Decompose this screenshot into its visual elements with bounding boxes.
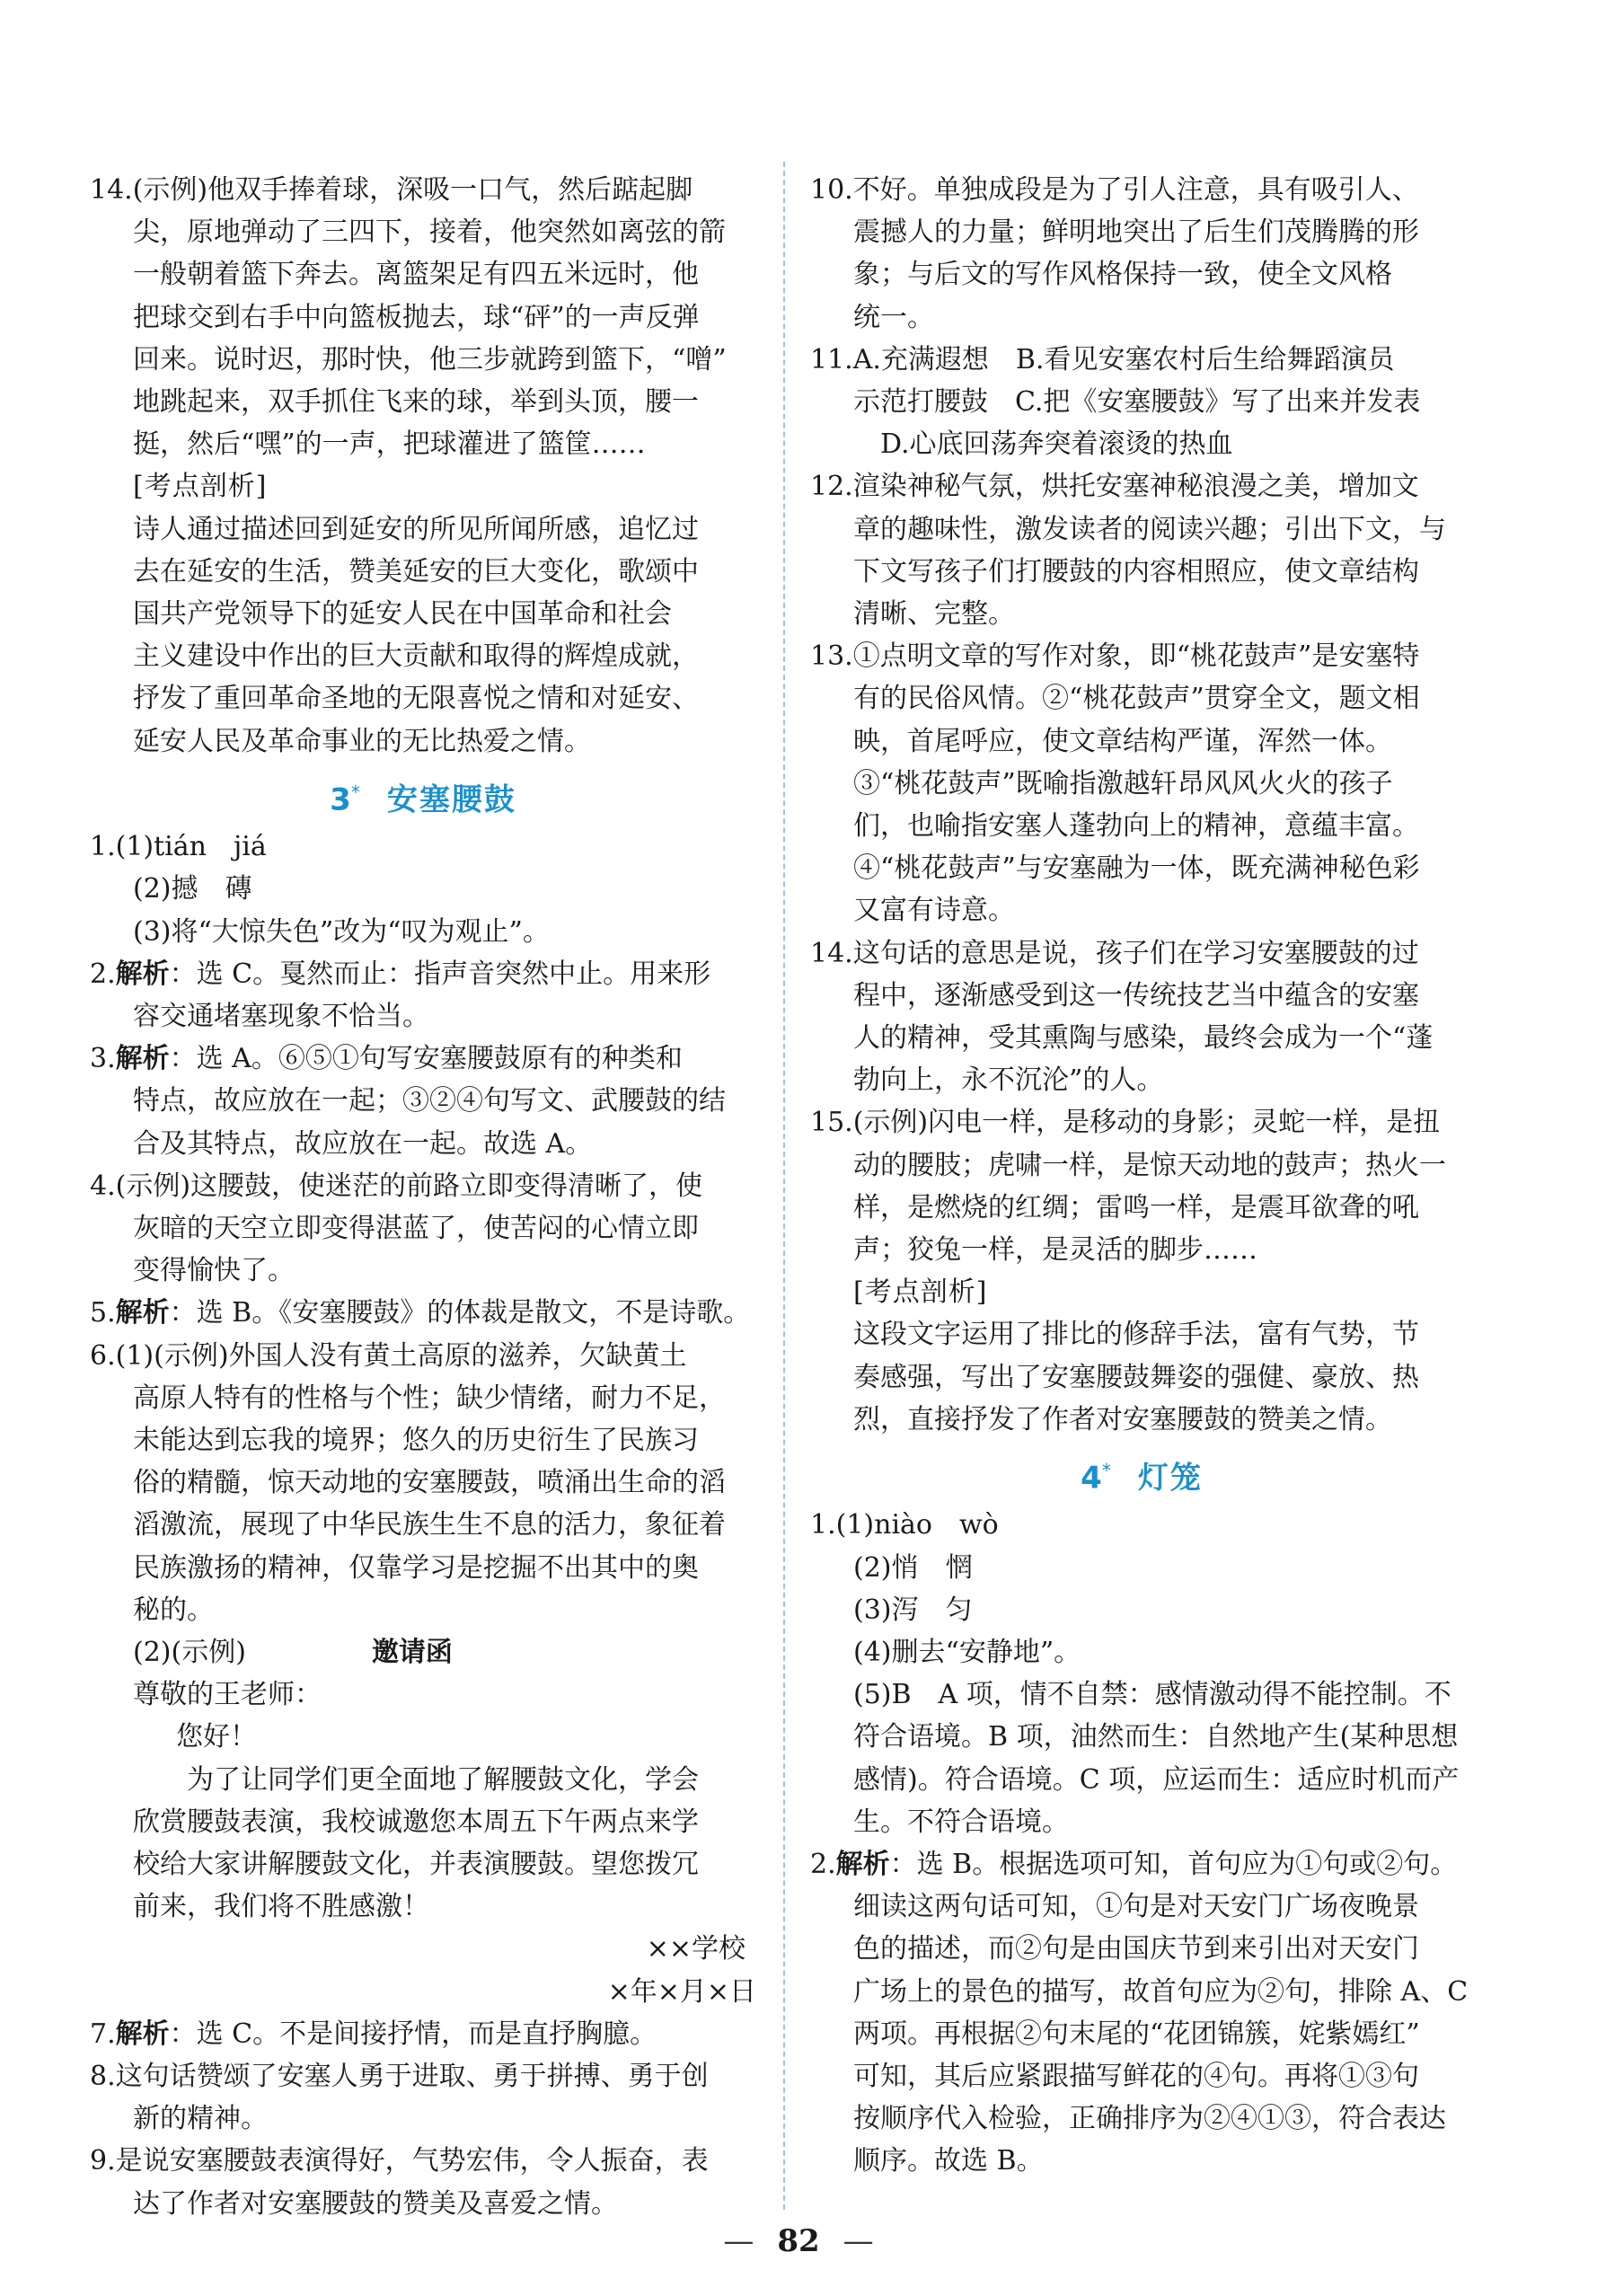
section-4-star: * [1101,1460,1111,1482]
s3-q13-line-5: 们，也喻指安塞人蓬勃向上的精神，意蕴丰富。 [853,810,1419,843]
s3-q8-line-2: 新的精神。 [133,2103,268,2135]
q14-line-2: 尖，原地弹动了三四下，接着，他突然如离弦的箭 [133,216,726,249]
q14-line-1: 14.(示例)他双手捧着球，深吸一口气，然后踮起脚 [90,174,693,206]
letter-body-2: 欣赏腰鼓表演，我校诚邀您本周五下午两点来学 [133,1806,699,1838]
s3-q11 [810,339,1473,466]
text: ：选 B。《安塞腰鼓》的体裁是散文，不是诗歌。 [169,1297,751,1329]
s3-q15-analysis-2: 奏感强，写出了安塞腰鼓舞姿的强健、豪放、热 [853,1361,1419,1393]
s3-q6-sub2 [90,1631,756,1673]
s3-q5 [90,1292,756,1334]
s3-q12-line-1: 12.渲染神秘气氛，烘托安塞神秘浪漫之美，增加文 [810,471,1419,503]
s3-q1 [90,826,756,953]
s3-q2 [90,953,756,1038]
s3-q14-line-2: 程中，逐渐感受到这一传统技艺当中蕴含的安塞 [853,979,1419,1011]
s3-q3-line-3: 合及其特点，故应放在一起。故选 A。 [133,1127,593,1160]
section-4-number: 4 [1081,1460,1102,1497]
page-number [0,2223,1597,2259]
s3-q11-line-3: D.心底回荡奔突着滚烫的热血 [880,428,1233,461]
q14-analysis-1: 诗人通过描述回到延安的所见所闻所感，追忆过 [133,513,699,545]
s4-q2-line-4: 广场上的景色的描写，故首句应为②句，排除 A、C [853,1975,1469,2008]
s3-q9-line-1: 9.是说安塞腰鼓表演得好，气势宏伟，令人振奋，表 [90,2145,709,2177]
q-label: 3. [90,1043,116,1075]
s3-q6-line-6: 民族激扬的精神，仅靠学习是挖掘不出其中的奥 [133,1551,699,1584]
s3-q12-line-4: 清晰、完整。 [853,598,1015,631]
s3-q12-line-3: 下文写孩子们打腰鼓的内容相照应，使文章结构 [853,555,1419,587]
sub2-label: (2)(示例) [133,1637,246,1669]
s3-q2-line-1 [90,953,756,995]
s3-q10-line-3: 象；与后文的写作风格保持一致，使全文风格 [853,259,1392,291]
s4-q1-line-7: 感情)。符合语境。C 项，应运而生：适应时机而产 [853,1763,1460,1796]
s3-q14-line-3: 人的精神，受其熏陶与感染，最终会成为一个“蓬 [853,1022,1434,1055]
s3-q15-line-1: 15.(示例)闪电一样，是移动的身影；灵蛇一样，是扭 [810,1107,1441,1139]
q-label: 2. [90,958,116,990]
s3-q3-line-1 [90,1038,756,1080]
s3-q15-analysis-1: 这段文字运用了排比的修辞手法，富有气势，节 [853,1319,1419,1351]
s3-q7-line-1 [90,2013,756,2055]
s3-q3 [90,1038,756,1165]
s4-q1 [810,1504,1473,1843]
s3-q14-line-1: 14.这句话的意思是说，孩子们在学习安塞腰鼓的过 [810,937,1419,969]
s3-q11-line-2: 示范打腰鼓 C.把《安塞腰鼓》写了出来并发表 [853,386,1421,419]
section-3-title: 安塞腰鼓 [386,782,516,818]
s4-q1-line-3: (3)泻 匀 [853,1594,973,1626]
dash-left: — [723,2223,754,2259]
s3-q2-line-2: 容交通堵塞现象不恰当。 [133,1000,429,1032]
analysis-label: 解析 [115,1043,170,1075]
s3-q6-line-1: 6.(1)(示例)外国人没有黄土高原的滋养，欠缺黄土 [90,1339,687,1372]
s3-q13-line-3: 映，首尾呼应，使文章结构严谨，浑然一体。 [853,725,1392,757]
text: ：选 C。不是间接抒情，而是直抒胸臆。 [169,2018,657,2050]
s4-q1-line-1: 1.(1)niào wò [810,1509,999,1541]
s3-q13-line-6: ④“桃花鼓声”与安塞融为一体，既充满神秘色彩 [853,852,1420,885]
q14-analysis-3: 国共产党领导下的延安人民在中国革命和社会 [133,598,672,631]
s3-q3-line-2: 特点，故应放在一起；③②④句写文、武腰鼓的结 [133,1085,726,1117]
s3-q13-line-2: 有的民俗风情。②“桃花鼓声”贯穿全文，题文相 [853,683,1420,715]
s3-q13-line-7: 又富有诗意。 [853,895,1015,927]
s3-q15-line-4: 声；狡兔一样，是灵活的脚步…… [853,1234,1257,1267]
s3-q4-line-1: 4.(示例)这腰鼓，使迷茫的前路立即变得清晰了，使 [90,1170,703,1202]
letter-body-1: 为了让同学们更全面地了解腰鼓文化，学会 [187,1763,699,1796]
letter-sign: ××学校 [646,1933,746,1965]
s3-q4 [90,1165,756,1293]
right-column [810,169,1473,2183]
s3-q10-line-1: 10.不好。单独成段是为了引人注意，具有吸引人、 [810,174,1419,206]
s3-q4-line-2: 灰暗的天空立即变得湛蓝了，使苦闷的心情立即 [133,1213,699,1244]
s3-q15-line-2: 动的腰肢；虎啸一样，是惊天动地的鼓声；热火一 [853,1149,1446,1181]
s3-q6-line-7: 秘的。 [133,1594,214,1626]
s3-q14-line-4: 勃向上，永不沉沦”的人。 [853,1064,1164,1097]
section-3-heading [90,770,756,822]
column-divider [783,162,785,2210]
section-3-number: 3 [330,782,351,818]
s4-q1-line-4: (4)删去“安静地”。 [853,1637,1081,1669]
s3-q1-line-3: (3)将“大惊失色”改为“叹为观止”。 [133,915,550,948]
s4-q2-line-7: 按顺序代入检验，正确排序为②④①③，符合表达 [853,2103,1446,2135]
analysis-label: 解析 [115,958,170,990]
text: ：选 B。根据选项可知，首句应为①句或②句。 [889,1849,1458,1881]
s4-q2-line-2: 细读这两句话可知，①句是对天安门广场夜晚景 [853,1891,1419,1923]
q14-analysis-tag [90,465,756,508]
s3-q13-line-4: ③“桃花鼓声”既喻指激越轩昂风风火火的孩子 [853,767,1393,799]
tag-text: [考点剖析] [853,1276,988,1309]
analysis-label: 解析 [835,1849,890,1881]
s3-q7 [90,2013,756,2055]
q14-analysis-2: 去在延安的生活，赞美延安的巨大变化，歌颂中 [133,555,699,587]
s4-q1-line-2: (2)悄 惘 [853,1551,973,1584]
s4-q2-line-1 [810,1843,1473,1885]
s3-q13 [810,635,1473,932]
letter-date: ×年×月×日 [607,1975,756,2008]
text: ：选 C。戛然而止：指声音突然中止。用来形 [169,958,711,990]
letter-greeting: 您好！ [176,1721,257,1753]
s3-q9 [90,2140,756,2224]
s3-q1-line-2: (2)撼 磚 [133,873,252,905]
s3-q4-line-3: 变得愉快了。 [133,1255,295,1287]
s3-q6-line-4: 俗的精髓，惊天动地的安塞腰鼓，喷涌出生命的滔 [133,1467,726,1499]
letter-body-3: 校给大家讲解腰鼓文化，并表演腰鼓。望您拨冗 [133,1849,699,1881]
s4-q2-line-8: 顺序。故选 B。 [853,2145,1044,2177]
section-4-title: 灯笼 [1137,1460,1203,1497]
analysis-label: 解析 [115,1297,170,1329]
s3-q15-line-3: 样，是燃烧的红绸；雷鸣一样，是震耳欲聋的吼 [853,1191,1419,1223]
s4-q1-line-5: (5)B A 项，情不自禁：感情激动得不能控制。不 [853,1679,1451,1711]
s3-q15 [810,1101,1473,1441]
q-label: 7. [90,2018,116,2050]
s4-q2-line-5: 两项。再根据②句末尾的“花团锦簇，姹紫嫣红” [853,2018,1420,2050]
s4-q2 [810,1843,1473,2183]
letter-body-4: 前来，我们将不胜感激！ [133,1891,429,1923]
s3-q8-line-1: 8.这句话赞颂了安塞人勇于进取、勇于拼搏、勇于创 [90,2061,709,2093]
section-4-heading [810,1448,1473,1500]
q14-line-7: 挺，然后“嘿”的一声，把球灌进了篮筐…… [133,428,646,461]
s3-q15-analysis-3: 烈，直接抒发了作者对安塞腰鼓的赞美之情。 [853,1403,1392,1435]
q14-line-5: 回来。说时迟，那时快，他三步就跨到篮下，“噌” [133,343,727,375]
q14-answer [90,169,756,763]
q14-analysis-5: 抒发了重回革命圣地的无限喜悦之情和对延安、 [133,683,699,715]
q14-line-4: 把球交到右手中向篮板抛去，球“砰”的一声反弹 [133,301,700,333]
s3-q15-analysis-tag [810,1271,1473,1313]
s3-q14 [810,932,1473,1102]
q-label: 2. [810,1849,836,1881]
page-number-value: 82 [777,2223,820,2259]
s3-q10 [810,169,1473,339]
q14-line-6: 地跳起来，双手抓住飞来的球，举到头顶，腰一 [133,386,699,419]
s3-q11-line-1: 11.A.充满遐想 B.看见安塞农村后生给舞蹈演员 [810,343,1395,375]
s3-q5-line-1 [90,1292,756,1334]
s3-q10-line-4: 统一。 [853,301,934,333]
s3-q8 [90,2055,756,2140]
q14-analysis-4: 主义建设中作出的巨大贡献和取得的辉煌成就， [133,640,699,673]
q14-analysis-6: 延安人民及革命事业的无比热爱之情。 [133,725,591,757]
s3-q9-line-2: 达了作者对安塞腰鼓的赞美及喜爱之情。 [133,2187,618,2220]
s4-q1-line-6: 符合语境。B 项，油然而生：自然地产生(某种思想 [853,1721,1459,1753]
s3-q12-line-2: 章的趣味性，激发读者的阅读兴趣；引出下文，与 [853,513,1446,545]
s3-q10-line-2: 震撼人的力量；鲜明地突出了后生们茂腾腾的形 [853,216,1419,249]
letter-title: 邀请函 [371,1637,453,1669]
s3-q1-line-1: 1.(1)tián jiá [90,831,267,863]
s4-q2-line-3: 色的描述，而②句是由国庆节到来引出对天安门 [853,1933,1419,1965]
letter-salutation: 尊敬的王老师： [133,1679,322,1711]
s3-q13-line-1: 13.①点明文章的写作对象，即“桃花鼓声”是安塞特 [810,640,1420,673]
section-3-star: * [350,781,360,803]
s3-q6-line-2: 高原人特有的性格与个性；缺少情绪，耐力不足， [133,1382,726,1414]
dash-right: — [843,2223,874,2259]
left-column [90,169,756,2225]
s3-q6-line-5: 滔激流，展现了中华民族生生不息的活力，象征着 [133,1509,726,1541]
s3-q6 [90,1335,756,2013]
s3-q6-line-3: 未能达到忘我的境界；悠久的历史衍生了民族习 [133,1425,699,1457]
tag-text: [考点剖析] [133,471,268,503]
s4-q1-line-8: 生。不符合语境。 [853,1806,1069,1838]
q-label: 5. [90,1297,116,1329]
analysis-label: 解析 [115,2018,170,2050]
s4-q2-line-6: 可知，其后应紧跟描写鲜花的④句。再将①③句 [853,2061,1419,2093]
q14-line-3: 一般朝着篮下奔去。离篮架足有四五米远时，他 [133,259,699,291]
text: ：选 A。⑥⑤①句写安塞腰鼓原有的种类和 [169,1043,683,1075]
s3-q12 [810,465,1473,635]
